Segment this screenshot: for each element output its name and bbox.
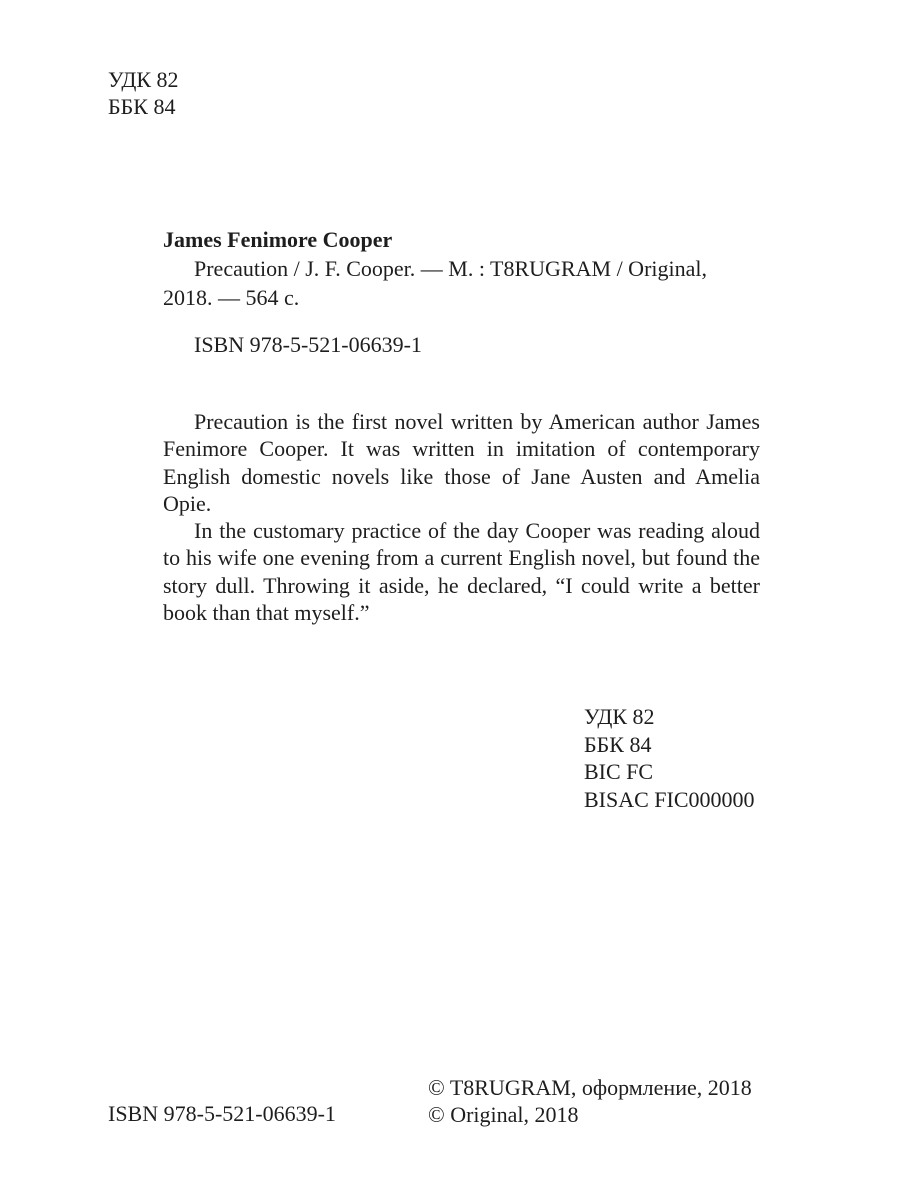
annotation-paragraph: In the customary practice of the day Cooper was reading aloud to his wife one evening from a current English novel, but found the story dull. Throwing it aside, he declared, “I could write a better book than that myself.” (163, 518, 760, 626)
footer-isbn: ISBN 978-5-521-06639-1 (108, 1101, 336, 1126)
bibliographic-entry: Precaution / J. F. Cooper. — M. : T8RUGRAM / Original, 2018. — 564 с. (163, 256, 707, 310)
copyright-original: © Original, 2018 (428, 1102, 579, 1127)
annotation-paragraph: Precaution is the first novel written by American author James Fenimore Cooper. It was written in imitation of contemporary English domestic novels like those of Jane Austen and Amelia Opie. (163, 409, 760, 516)
book-annotation (163, 408, 760, 626)
copyright-design: © T8RUGRAM, оформление, 2018 (428, 1075, 752, 1100)
udk-code: УДК 82 (584, 704, 655, 729)
classification-codes (584, 703, 755, 813)
author-name: James Fenimore Cooper (163, 227, 393, 252)
bic-code: BIC FC (584, 759, 654, 784)
copyright-notices (428, 1074, 752, 1128)
bibliographic-record (163, 225, 760, 359)
bbk-code: ББК 84 (584, 731, 652, 757)
udk-code: УДК 82 (108, 67, 179, 92)
bbk-code: ББК 84 (108, 94, 176, 119)
bisac-code: BISAC FIC000000 (584, 786, 755, 812)
top-classification-codes (108, 66, 179, 120)
isbn-record: ISBN 978-5-521-06639-1 (194, 332, 422, 357)
